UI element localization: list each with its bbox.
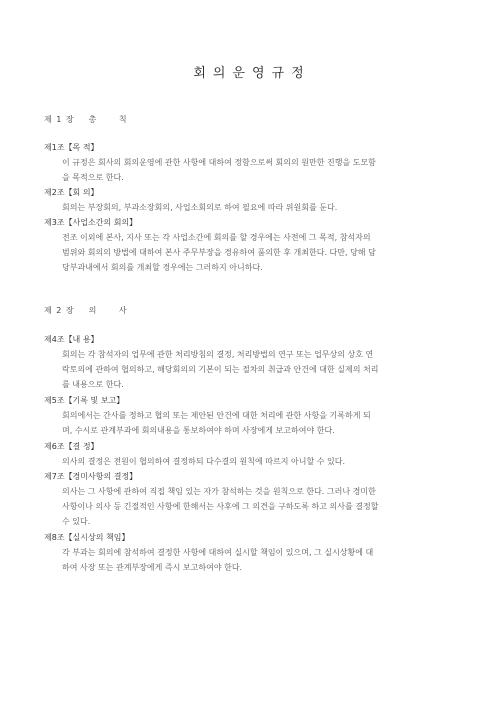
- article-heading: 제6조【결 정】: [44, 442, 99, 451]
- article-line: 를 내용으로 한다.: [62, 380, 124, 389]
- article-heading: 제7조【경미사항의 결정】: [44, 472, 138, 481]
- article-line: 의사는 그 사항에 관하여 직접 책임 있는 자가 참석하는 것을 원칙으로 한다. 그러나 경미한: [62, 487, 376, 496]
- chapter-1-heading: [44, 114, 137, 125]
- chapter-number: 제 1 장: [44, 115, 75, 124]
- article-heading: 제4조【내 용】: [44, 335, 99, 344]
- article-line: 각 부과는 회의에 참석하여 결정한 사항에 대하여 실시할 책임이 있으며, 그 실시상황에 대: [62, 548, 374, 557]
- article-5: [44, 393, 464, 438]
- article-line: 당부과내에서 회의를 개최할 경우에는 그러하지 아니하다.: [62, 263, 263, 272]
- article-heading: 제2조【회 의】: [44, 188, 99, 197]
- article-6: [44, 439, 464, 469]
- article-body: [62, 454, 464, 469]
- article-heading: 제5조【기록 및 보고】: [44, 396, 125, 405]
- article-line: 범위와 회의의 방법에 대하여 본사 주무부장을 경유하여 품의한 후 개최한다. 다만, 당해 담: [62, 248, 376, 257]
- article-line: 을 목적으로 한다.: [62, 173, 124, 182]
- article-1: [44, 140, 464, 185]
- article-body: [62, 408, 464, 438]
- article-line: 사항이나 의사 등 긴절적인 사항에 한해서는 사후에 그 의견을 구하도록 하고 의사를 결정할: [62, 502, 379, 511]
- chapter-number: 제 2 장: [44, 306, 75, 315]
- article-line: 이 규정은 회사의 회의운영에 관한 사항에 대하여 정함으로써 회의의 원만한 진행을 도모함: [62, 158, 376, 167]
- document-title: 회의운영규정: [193, 66, 311, 81]
- article-line: 전조 이외에 본사, 지사 또는 각 사업소간에 회의를 할 경우에는 사전에 그 목적, 참석자의: [62, 233, 371, 242]
- article-2: [44, 185, 464, 215]
- article-body: [62, 200, 464, 215]
- article-body: [62, 347, 464, 392]
- article-line: 회의에서는 간사를 정하고 협의 또는 제안된 안건에 대한 처리에 관한 사항을 기록하게 되: [62, 411, 371, 420]
- article-body: [62, 545, 464, 575]
- chapter-name: 의 사: [88, 306, 137, 315]
- article-8: [44, 530, 464, 575]
- article-7: [44, 469, 464, 529]
- article-body: [62, 155, 464, 185]
- article-line: 수 있다.: [62, 517, 91, 526]
- article-line: 회의는 각 참석자의 업무에 관한 처리방침의 결정, 처리방법의 연구 또는 업무상의 상호 연: [62, 350, 374, 359]
- article-line: 며, 수시로 관계부과에 회의내용을 통보하여야 하며 사장에게 보고하여야 한다.: [62, 426, 335, 435]
- article-heading: 제3조【사업소간의 회의】: [44, 218, 138, 227]
- article-line: 락토의에 관하여 협의하고, 해당회의의 기본이 되는 절차의 취급과 안건에 대한 실제의 처리: [62, 365, 379, 374]
- article-3: [44, 215, 464, 275]
- article-line: 하여 사장 또는 관계부장에게 즉시 보고하여야 한다.: [62, 563, 243, 572]
- article-body: [62, 230, 464, 275]
- chapter-2-heading: [44, 305, 137, 316]
- article-heading: 제8조【실시상의 책임】: [44, 533, 130, 542]
- article-heading: 제1조【목 적】: [44, 143, 99, 152]
- article-body: [62, 484, 464, 529]
- article-line: 의사의 결정은 전원이 협의하여 결정하되 다수결의 원칙에 따르지 아니할 수 있다.: [62, 457, 345, 466]
- article-line: 회의는 부장회의, 부과소장회의, 사업소회의로 하여 필요에 따라 위원회를 둔다.: [62, 203, 338, 212]
- chapter-name: 총 칙: [88, 115, 137, 124]
- article-4: [44, 332, 464, 392]
